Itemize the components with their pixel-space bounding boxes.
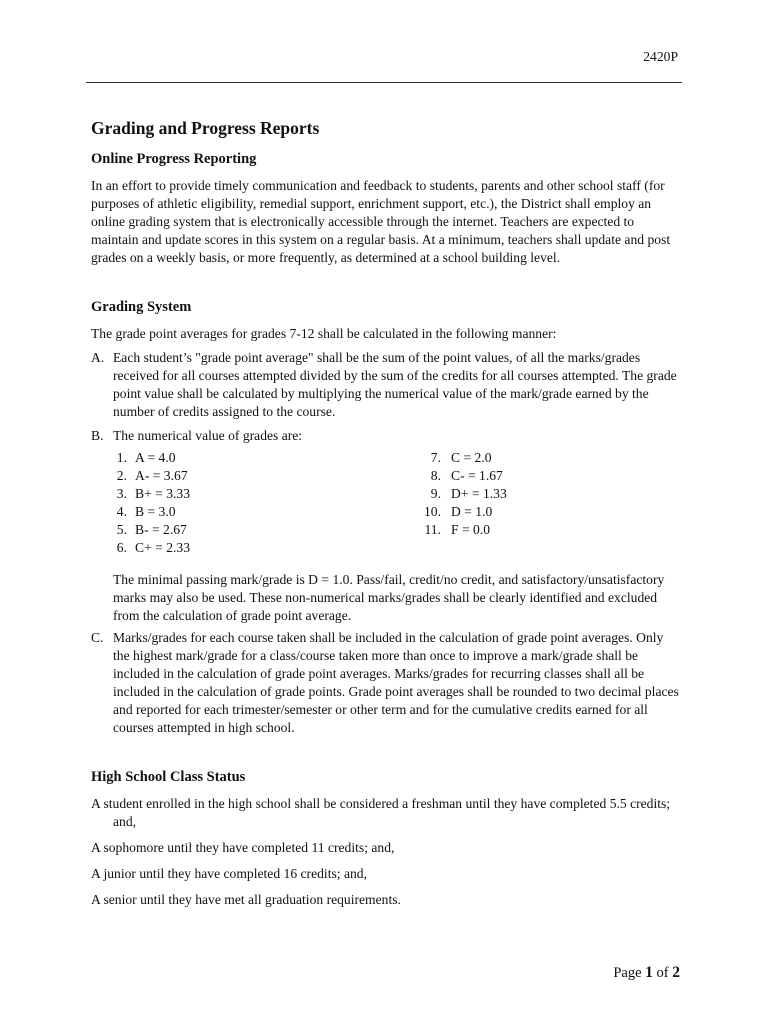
- grading-item-b: [91, 427, 681, 445]
- grading-intro: The grade point averages for grades 7-12 shall be calculated in the following manner:: [91, 326, 557, 341]
- grade-column-left: [113, 449, 313, 557]
- document-code: 2420P: [643, 49, 678, 64]
- grade-value: B+ = 3.33: [135, 486, 190, 501]
- grade-values-list: [113, 449, 681, 559]
- grade-value: C+ = 2.33: [135, 540, 190, 555]
- grade-number: 2.: [116, 468, 127, 483]
- grade-row: [421, 503, 621, 521]
- grade-value: C- = 1.67: [451, 468, 503, 483]
- grade-number: 7.: [430, 450, 441, 465]
- grade-row: [113, 449, 313, 467]
- section-heading-online: Online Progress Reporting: [91, 151, 257, 167]
- grade-row: [113, 539, 313, 557]
- online-paragraph: In an effort to provide timely communication and feedback to students, parents and other school staff (for purposes of athletic eligibility, remedial support, enrichment support, etc.), the District shall employ an online grading system that is electronically accessible through the internet. Teachers are expected to maintain and update scores in this system on a regular basis. At a minimum, teachers shall update and post grades on a weekly basis, or more frequently, as determined at a school building level.: [91, 178, 671, 265]
- header-rule: [86, 82, 682, 83]
- document-body: [91, 117, 681, 917]
- item-marker: C.: [91, 630, 104, 645]
- status-line: A senior until they have met all graduation requirements.: [91, 892, 401, 907]
- grade-value: D = 1.0: [451, 504, 493, 519]
- section-heading-grading: Grading System: [91, 299, 192, 315]
- status-line: A junior until they have completed 16 credits; and,: [91, 866, 367, 881]
- grade-number: 10.: [424, 504, 441, 519]
- grade-value: A = 4.0: [135, 450, 176, 465]
- grade-row: [113, 503, 313, 521]
- item-marker: A.: [91, 350, 105, 365]
- grade-number: 9.: [430, 486, 441, 501]
- item-text: The numerical value of grades are:: [113, 428, 303, 443]
- grade-number: 1.: [116, 450, 127, 465]
- page-word: Page: [613, 965, 642, 981]
- of-word: of: [656, 965, 669, 981]
- item-marker: B.: [91, 428, 104, 443]
- minimal-passing-note: The minimal passing mark/grade is D = 1.0. Pass/fail, credit/no credit, and satisfactory/unsatisfactory marks may also be used. These non-numerical marks/grades shall be clearly identified and excluded from the calculation of grade point average.: [113, 572, 665, 623]
- item-text: Each student’s "grade point average" shall be the sum of the point values, of all the marks/grades received for all courses attempted divided by the sum of the credits for all courses attempted. The grade point value shall be calculated by multiplying the numerical value of the mark/grade earned by the number of credits assigned to the course.: [113, 350, 677, 419]
- status-line: A sophomore until they have completed 11 credits; and,: [91, 840, 395, 855]
- page-number: [613, 964, 680, 982]
- grade-number: 3.: [116, 486, 127, 501]
- grade-row: [421, 449, 621, 467]
- grade-value: C = 2.0: [451, 450, 492, 465]
- grade-row: [421, 467, 621, 485]
- grade-number: 11.: [424, 522, 441, 537]
- current-page: 1: [645, 964, 653, 981]
- grade-row: [421, 521, 621, 539]
- grading-item-c: [91, 629, 681, 737]
- grade-column-right: [421, 449, 621, 539]
- grade-number: 4.: [116, 504, 127, 519]
- grading-item-a: [91, 349, 681, 421]
- grade-value: D+ = 1.33: [451, 486, 507, 501]
- grade-row: [421, 485, 621, 503]
- section-heading-status: High School Class Status: [91, 769, 246, 785]
- grade-row: [113, 485, 313, 503]
- grade-value: A- = 3.67: [135, 468, 188, 483]
- grade-row: [113, 467, 313, 485]
- grade-row: [113, 521, 313, 539]
- grade-number: 8.: [430, 468, 441, 483]
- grade-value: F = 0.0: [451, 522, 491, 537]
- grade-value: B = 3.0: [135, 504, 176, 519]
- page-title: Grading and Progress Reports: [91, 118, 320, 138]
- grade-number: 5.: [116, 522, 127, 537]
- item-text: Marks/grades for each course taken shall be included in the calculation of grade point averages. Only the highest mark/grade for a class/course taken more than once to improve a mark/grade shall be included in the calculation of grade point averages. Marks/grades for recurring classes shall all be included in the calculation of grade points. Grade point averages shall be rounded to two decimal places and reported for each trimester/semester or other term and for the cumulative credits earned for all courses attempted in high school.: [113, 630, 679, 735]
- total-pages: 2: [672, 964, 680, 981]
- grade-number: 6.: [116, 540, 127, 555]
- status-line: A student enrolled in the high school shall be considered a freshman until they have completed 5.5 credits; and,: [91, 796, 671, 829]
- grade-value: B- = 2.67: [135, 522, 187, 537]
